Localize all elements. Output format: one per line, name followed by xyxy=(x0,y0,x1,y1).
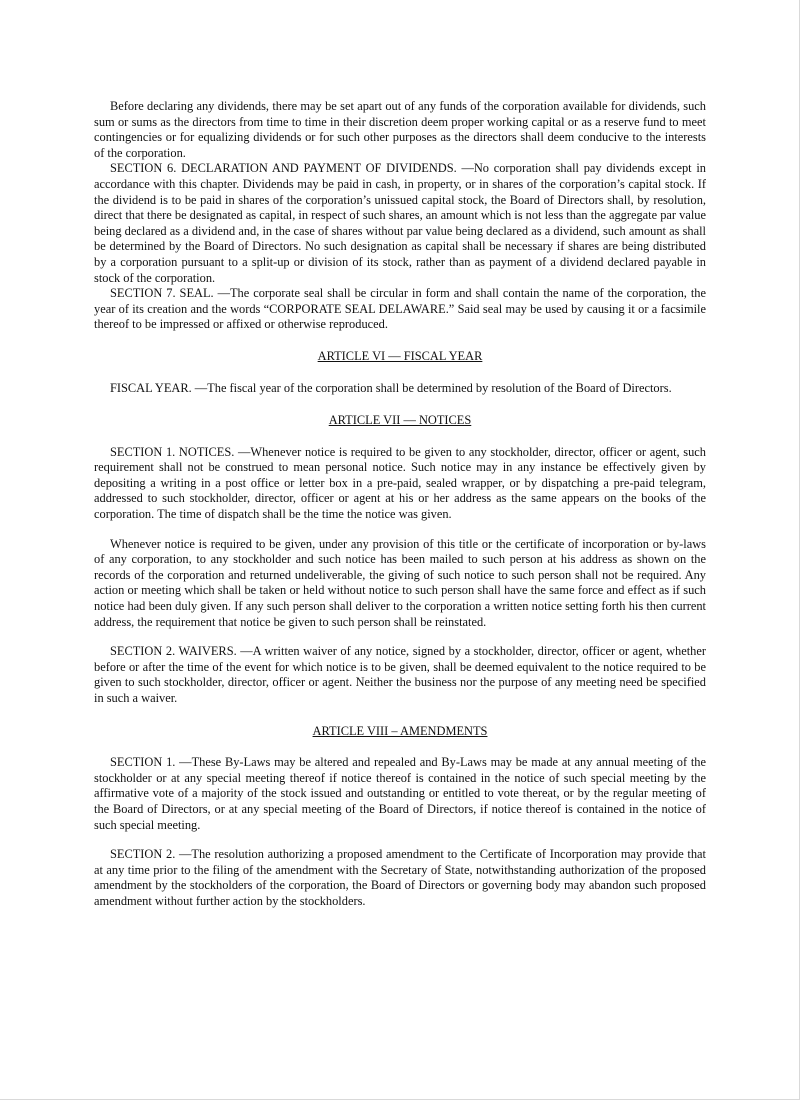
amendments-section-1-paragraph: SECTION 1. —These By-Laws may be altered and repealed and By-Laws may be made at any annual meeting of the stockholder or at any special meeting thereof if notice thereof is contained in the notice of such special meeting by the affirmative vote of a majority of the stock issued and outstanding or entitled to vote thereat, or by the regular meeting of the Board of Directors, or at any special meeting of the Board of Directors, if notice thereof is contained in the notice of such special meeting. xyxy=(94,755,706,832)
document-body xyxy=(94,99,706,910)
waivers-section-2-paragraph: SECTION 2. WAIVERS. —A written waiver of any notice, signed by a stockholder, director, officer or agent, whether before or after the time of the event for which notice is to be given, shall be deemed equivalent to the notice required to be given to such stockholder, director, officer or agent. Neither the business nor the purpose of any meeting need be specified in such a waiver. xyxy=(94,644,706,705)
article-7-heading: ARTICLE VII — NOTICES xyxy=(328,413,472,428)
article-6-heading: ARTICLE VI — FISCAL YEAR xyxy=(317,348,483,363)
fiscal-year-paragraph: FISCAL YEAR. —The fiscal year of the corporation shall be determined by resolution of the Board of Directors. xyxy=(110,380,672,395)
article-8-heading: ARTICLE VIII – AMENDMENTS xyxy=(312,723,488,738)
section-6-paragraph: SECTION 6. DECLARATION AND PAYMENT OF DIVIDENDS. —No corporation shall pay dividends except in accordance with this chapter. Dividends may be paid in cash, in property, or in shares of the corporation’s capital stock. If the dividend is to be paid in shares of the corporation’s unissued capital stock, the Board of Directors shall, by resolution, direct that there be designated as capital, in respect of such shares, an amount which is not less than the aggregate par value being declared as a dividend and, in the case of shares without par value being declared as a dividend, such amount as shall be determined by the Board of Directors. No such designation as capital shall be necessary if shares are being distributed by a corporation pursuant to a split-up or division of its stock, rather than as payment of a dividend declared payable in stock of the corporation. xyxy=(94,161,706,285)
undeliverable-notice-paragraph: Whenever notice is required to be given, under any provision of this title or the certificate of incorporation or by-laws of any corporation, to any stockholder and such notice has been mailed to such person at his address as shown on the records of the corporation and returned undeliverable, the giving of such notice to such person shall not be required. Any action or meeting which shall be taken or held without notice to such person shall have the same force and effect as if such notice had been duly given. If any such person shall deliver to the corporation a written notice setting forth his then current address, the requirement that notice be given to such person shall be reinstated. xyxy=(94,536,706,629)
section-7-paragraph: SECTION 7. SEAL. —The corporate seal shall be circular in form and shall contain the name of the corporation, the year of its creation and the words “CORPORATE SEAL DELAWARE.” Said seal may be used by causing it or a facsimile thereof to be impressed or affixed or otherwise reproduced. xyxy=(94,286,706,332)
dividends-reserve-paragraph: Before declaring any dividends, there may be set apart out of any funds of the corporation available for dividends, such sum or sums as the directors from time to time in their discretion deem proper working capital or as a reserve fund to meet contingencies or for equalizing dividends or for such other purposes as the directors shall deem conducive to the interests of the corporation. xyxy=(94,99,706,160)
notices-section-1-paragraph: SECTION 1. NOTICES. —Whenever notice is required to be given to any stockholder, director, officer or agent, such requirement shall not be construed to mean personal notice. Such notice may in any instance be effectively given by depositing a writing in a post office or letter box in a pre-paid, sealed wrapper, or by dispatching a pre-paid telegram, addressed to such stockholder, director, officer or agent at his or her address as the same appears on the books of the corporation. The time of dispatch shall be the time the notice was given. xyxy=(94,444,706,522)
amendments-section-2-paragraph: SECTION 2. —The resolution authorizing a proposed amendment to the Certificate of Incorporation may provide that at any time prior to the filing of the amendment with the Secretary of State, notwithstanding authorization of the proposed amendment by the stockholders of the corporation, the Board of Directors or governing body may abandon such proposed amendment without further action by the stockholders. xyxy=(94,847,706,908)
